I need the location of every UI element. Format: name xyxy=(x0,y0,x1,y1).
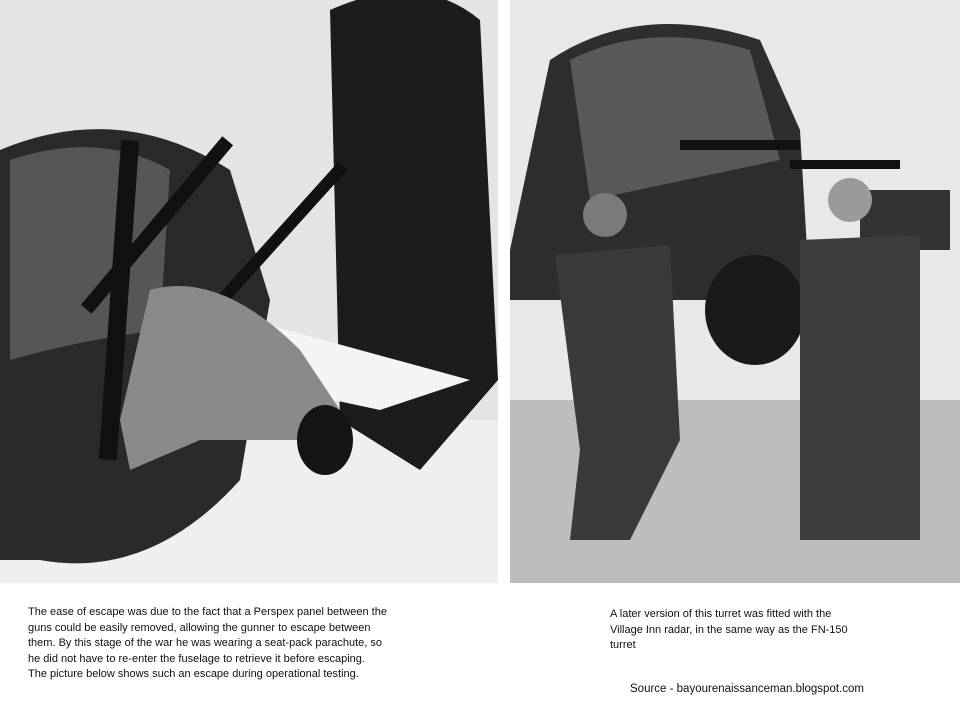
caption-radar: A later version of this turret was fitted with the Village Inn radar, in the same way as the FN-150 turret xyxy=(610,608,848,651)
source-credit: Source - bayourenaissanceman.blogspot.com xyxy=(630,683,864,695)
turret-escape-image xyxy=(0,0,498,583)
airmen-turret-image xyxy=(510,0,960,583)
photo-airmen-turret xyxy=(510,0,960,583)
photo-turret-escape xyxy=(0,0,498,583)
caption-escape: The ease of escape was due to the fact that a Perspex panel between the guns could be easily removed, allowing the gunner to escape between them. By this stage of the war he was wearing a seat-pack parachute, so he did not have to re-enter the fuselage to retrieve it before escaping. The picture below shows such an escape during operational testing. xyxy=(28,606,387,680)
